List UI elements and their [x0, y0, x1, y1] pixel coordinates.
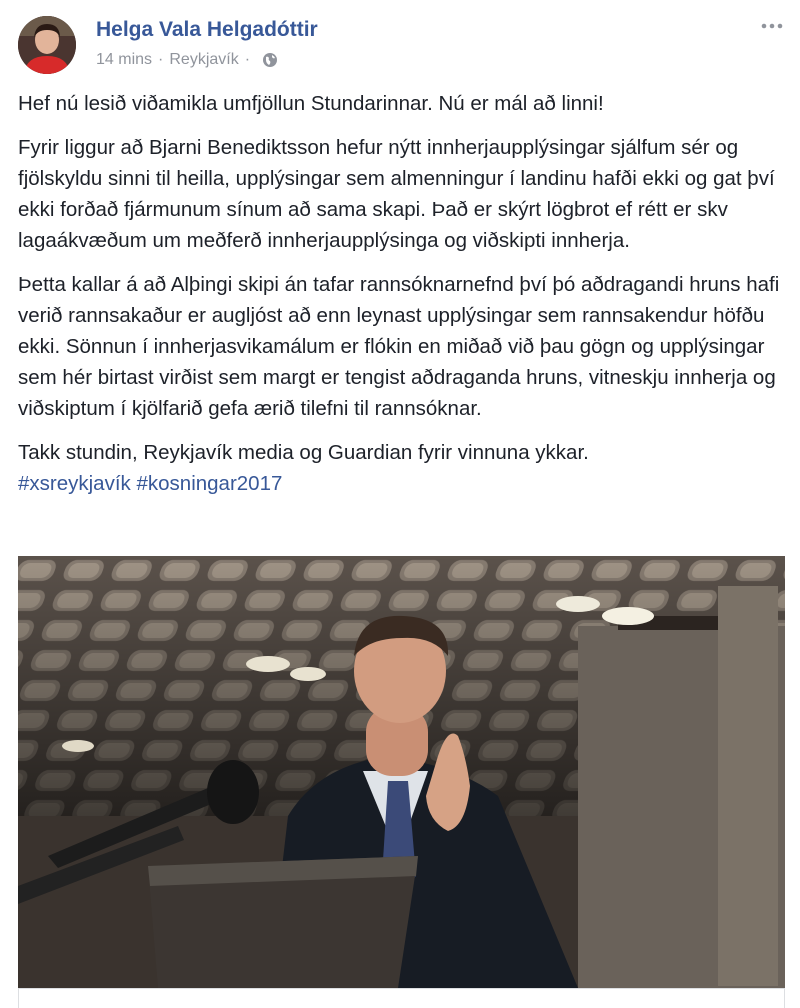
- post-timestamp[interactable]: 14 mins: [96, 51, 153, 68]
- more-options-button[interactable]: [756, 12, 788, 40]
- post-photo[interactable]: [18, 556, 785, 988]
- author-name[interactable]: Helga Vala Helgadóttir: [96, 18, 318, 41]
- avatar-image: [18, 16, 76, 74]
- post-paragraph-3: Þetta kallar á að Alþingi skipi án tafar rannsóknarnefnd því þó aðdragandi hruns hafi verið rannsakaður er augljóst að enn leynast upplýsingar sem rannsakendur höfðu ekki. Sönnun í innherjasvikamálum er flókin en miðað við þau gögn og upplýsingar sem hér birtast virðist sem margt er tengist aðdraganda hruns, vitneskju innherja og viðskiptum í kjölfarið gefa ærið tilefni til rannsóknar.: [18, 273, 780, 420]
- post-body: [18, 88, 783, 499]
- link-preview-card[interactable]: [18, 988, 785, 1008]
- meta-separator: ·: [158, 51, 164, 68]
- post-closing-text: Takk stundin, Reykjavík media og Guardian fyrir vinnuna ykkar.: [18, 441, 589, 464]
- speaker-photo: [18, 556, 785, 988]
- post-paragraph-1: Hef nú lesið viðamikla umfjöllun Stundarinnar. Nú er mál að linni!: [18, 92, 604, 115]
- hashtag-kosningar2017[interactable]: #kosningar2017: [136, 472, 283, 495]
- globe-icon[interactable]: [262, 52, 278, 68]
- meta-separator-2: ·: [244, 51, 251, 68]
- more-horizontal-icon: [761, 23, 783, 29]
- post-paragraph-4: [18, 437, 783, 499]
- post-location[interactable]: Reykjavík: [169, 51, 239, 68]
- hashtag-xsreykjavik[interactable]: #xsreykjavík: [18, 472, 131, 495]
- post-paragraph-2: Fyrir liggur að Bjarni Benediktsson hefur nýtt innherjaupplýsingar sjálfum sér og fjölskyldu sinni til heilla, upplýsingar sem almenningur í landinu hafði ekki og gat því ekki forðað fjármunum sínum að sama skapi. Það er skýrt lögbrot ef rétt er skv lagaákvæðum um meðferð innherjaupplýsinga og viðskipti innherja.: [18, 136, 775, 252]
- post-meta: [96, 51, 278, 69]
- author-avatar[interactable]: [18, 16, 76, 74]
